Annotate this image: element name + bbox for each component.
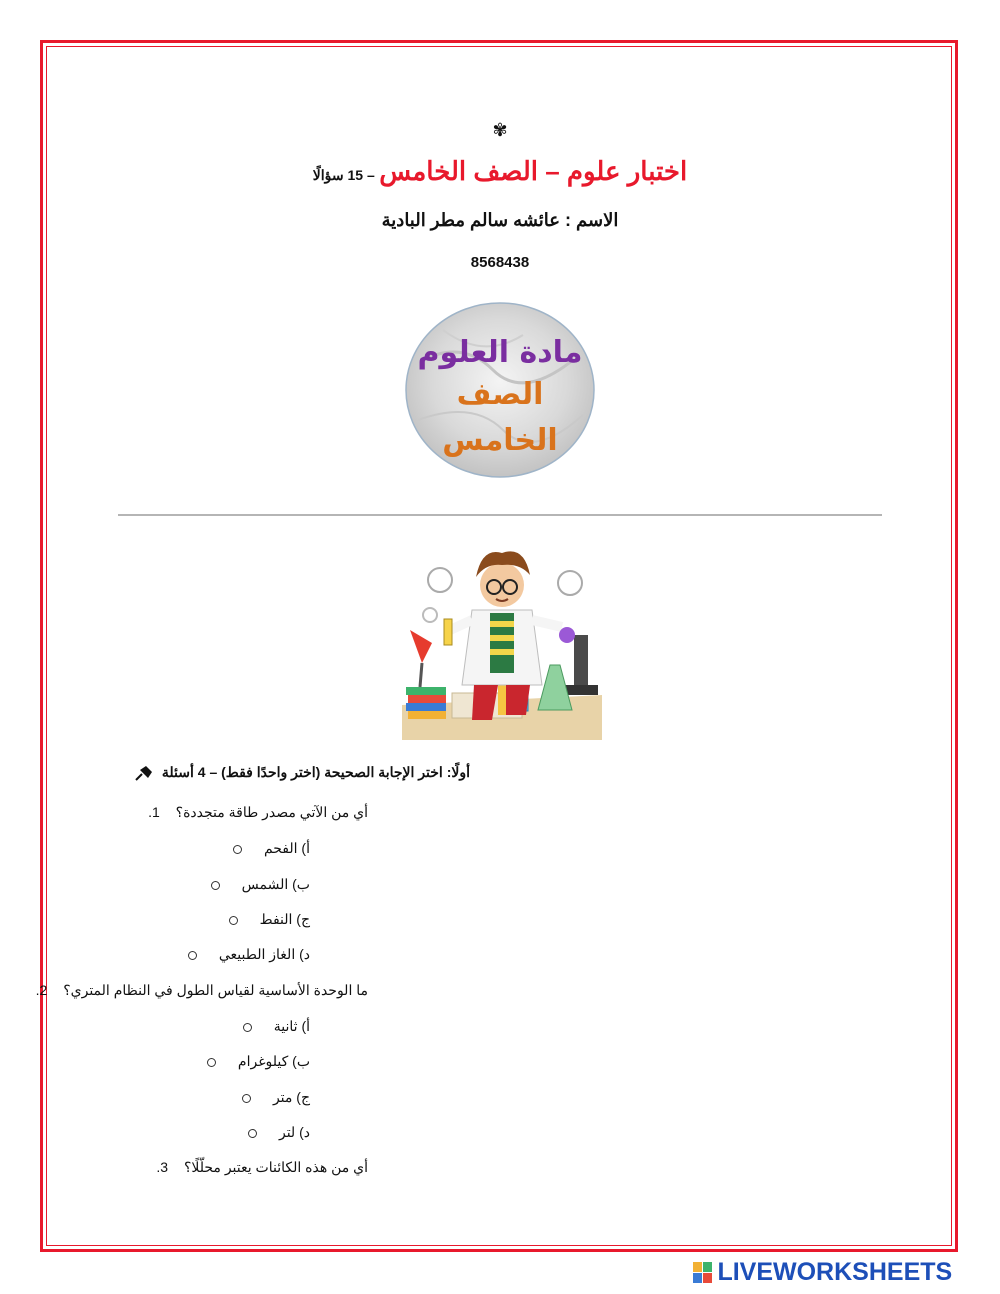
- q1-option-a-label: أ) الفحم: [263, 840, 310, 856]
- logo-blocks-icon: [693, 1262, 713, 1284]
- question-1-text: أي من الآتي مصدر طاقة متجددة؟: [175, 804, 368, 820]
- quiz-title: اختبار علوم – الصف الخامس: [379, 156, 688, 186]
- logo-text: LIVEWORKSHEETS: [717, 1258, 953, 1286]
- radio-bullet-icon[interactable]: [243, 1023, 252, 1032]
- radio-bullet-icon[interactable]: [229, 916, 238, 925]
- question-2-text: ما الوحدة الأساسية لقياس الطول في النظام المتري؟: [63, 982, 368, 998]
- badge-line-fifth: الخامس: [442, 423, 558, 458]
- student-name: الاسم : عائشه سالم مطر البادية: [381, 210, 619, 230]
- subject-badge: [403, 300, 597, 480]
- question-1-number: 1.: [148, 804, 160, 820]
- q1-option-b[interactable]: [211, 876, 310, 893]
- q2-option-a-label: أ) ثانية: [273, 1018, 310, 1034]
- radio-bullet-icon[interactable]: [207, 1058, 216, 1067]
- radio-bullet-icon[interactable]: [248, 1129, 257, 1138]
- q2-option-d-label: د) لتر: [278, 1124, 310, 1140]
- pushpin-icon: [134, 764, 154, 782]
- flower-ornament-icon: ✾: [492, 120, 508, 140]
- question-3-number: 3.: [156, 1159, 169, 1175]
- radio-bullet-icon[interactable]: [233, 845, 242, 854]
- radio-bullet-icon[interactable]: [242, 1094, 251, 1103]
- badge-line-subject: مادة العلوم: [417, 335, 583, 370]
- section-heading-text: أولًا: اختر الإجابة الصحيحة (اختر واحدًا فقط) – 4 أسئلة: [161, 764, 470, 780]
- q1-option-a[interactable]: [233, 840, 310, 857]
- q2-option-a[interactable]: [243, 1018, 310, 1035]
- student-id: 8568438: [470, 254, 530, 271]
- q2-option-c-label: ج) متر: [272, 1089, 310, 1105]
- question-3: [156, 1159, 368, 1176]
- section-heading: [134, 764, 470, 782]
- radio-bullet-icon[interactable]: [211, 881, 220, 890]
- q2-option-d[interactable]: [248, 1124, 310, 1141]
- q1-option-c[interactable]: [229, 911, 310, 928]
- question-3-text: أي من هذه الكائنات يعتبر محلّلًا؟: [183, 1159, 368, 1175]
- question-2-number: 2.: [35, 982, 48, 998]
- q2-option-b[interactable]: [207, 1053, 310, 1070]
- radio-bullet-icon[interactable]: [188, 951, 197, 960]
- page-title: [100, 156, 900, 187]
- horizontal-divider: [118, 514, 882, 516]
- q2-option-b-label: ب) كيلوغرام: [237, 1053, 310, 1069]
- liveworksheets-logo[interactable]: [693, 1258, 952, 1284]
- question-count: – 15 سؤالًا: [312, 167, 375, 183]
- scientist-boy-illustration: [402, 535, 602, 740]
- question-2: [36, 982, 368, 999]
- q1-option-c-label: ج) النفط: [259, 911, 310, 927]
- question-1: [148, 804, 368, 821]
- q1-option-d-label: د) الغاز الطبيعي: [218, 946, 310, 962]
- badge-line-grade: الصف: [456, 377, 544, 412]
- q1-option-b-label: ب) الشمس: [241, 876, 310, 892]
- q2-option-c[interactable]: [242, 1089, 310, 1106]
- q1-option-d[interactable]: [188, 946, 310, 963]
